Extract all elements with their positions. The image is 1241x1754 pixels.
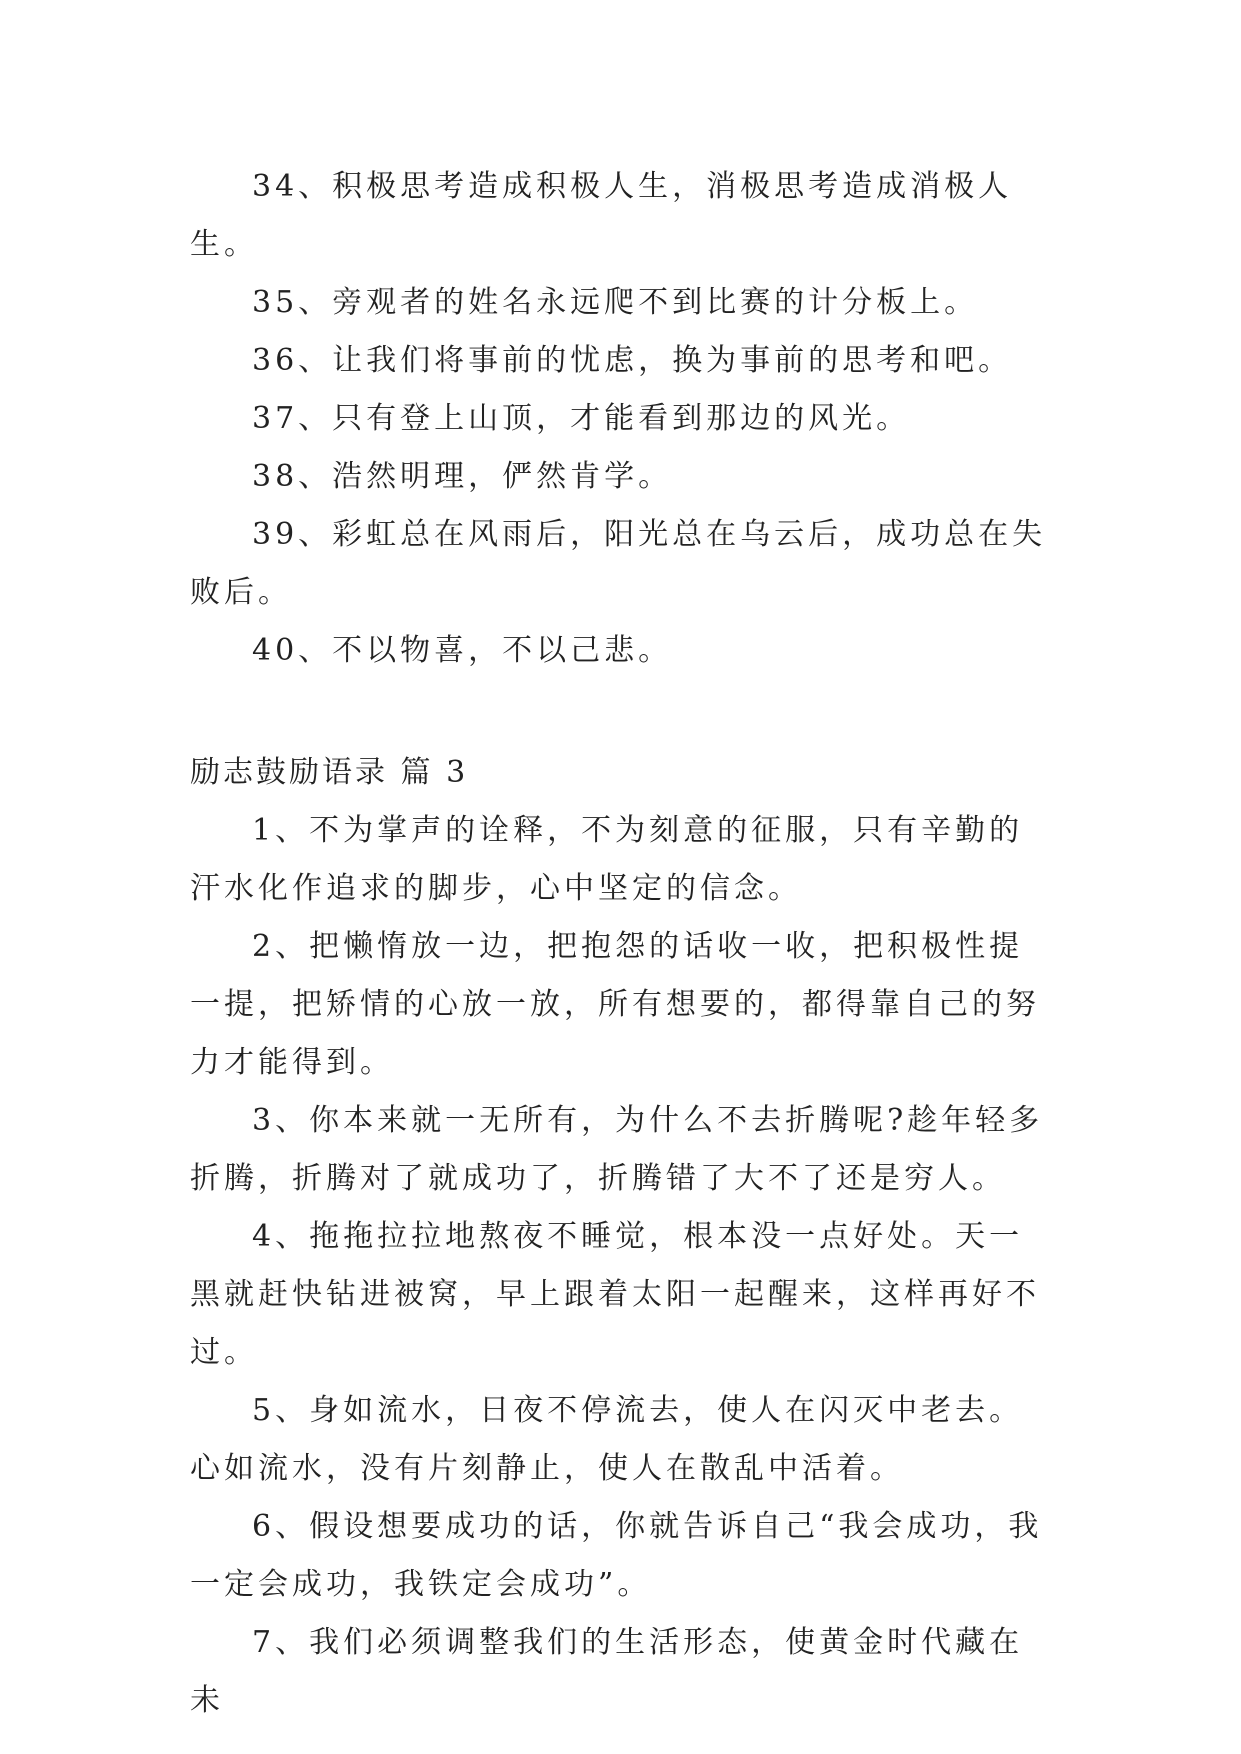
document-body <box>190 158 1050 1730</box>
quote-paragraph: 7、我们必须调整我们的生活形态，使黄金时代藏在未 <box>190 1625 1024 1718</box>
quote-paragraph: 3、你本来就一无所有，为什么不去折腾呢?趁年轻多折腾，折腾对了就成功了，折腾错了大不了还是穷人。 <box>190 1103 1044 1196</box>
quote-paragraph: 34、积极思考造成积极人生，消极思考造成消极人生。 <box>190 169 1013 262</box>
quote-paragraph: 37、只有登上山顶，才能看到那边的风光。 <box>252 401 911 436</box>
quote-paragraph: 6、假设想要成功的话，你就告诉自己“我会成功，我一定会成功，我铁定会成功”。 <box>190 1509 1043 1602</box>
quote-paragraph: 5、身如流水，日夜不停流去，使人在闪灭中老去。心如流水，没有片刻静止，使人在散乱中活着。 <box>190 1393 1024 1486</box>
quote-paragraph: 35、旁观者的姓名永远爬不到比赛的计分板上。 <box>252 285 979 320</box>
quote-paragraph: 1、不为掌声的诠释，不为刻意的征服，只有辛勤的汗水化作追求的脚步，心中坚定的信念。 <box>190 813 1024 906</box>
quote-paragraph: 2、把懒惰放一边，把抱怨的话收一收，把积极性提一提，把矫情的心放一放，所有想要的，都得靠自己的努力才能得到。 <box>190 929 1040 1080</box>
quote-paragraph: 39、彩虹总在风雨后，阳光总在乌云后，成功总在失败后。 <box>190 517 1047 610</box>
section-heading: 励志鼓励语录 篇 3 <box>190 755 469 790</box>
quote-paragraph: 36、让我们将事前的忧虑，换为事前的思考和吧。 <box>252 343 1013 378</box>
section-spacer <box>190 680 1050 744</box>
quote-paragraph: 4、拖拖拉拉地熬夜不睡觉，根本没一点好处。天一黑就赶快钻进被窝，早上跟着太阳一起醒来，这样再好不过。 <box>190 1219 1040 1370</box>
quote-paragraph: 40、不以物喜，不以己悲。 <box>252 633 673 668</box>
quote-paragraph: 38、浩然明理，俨然肯学。 <box>252 459 673 494</box>
